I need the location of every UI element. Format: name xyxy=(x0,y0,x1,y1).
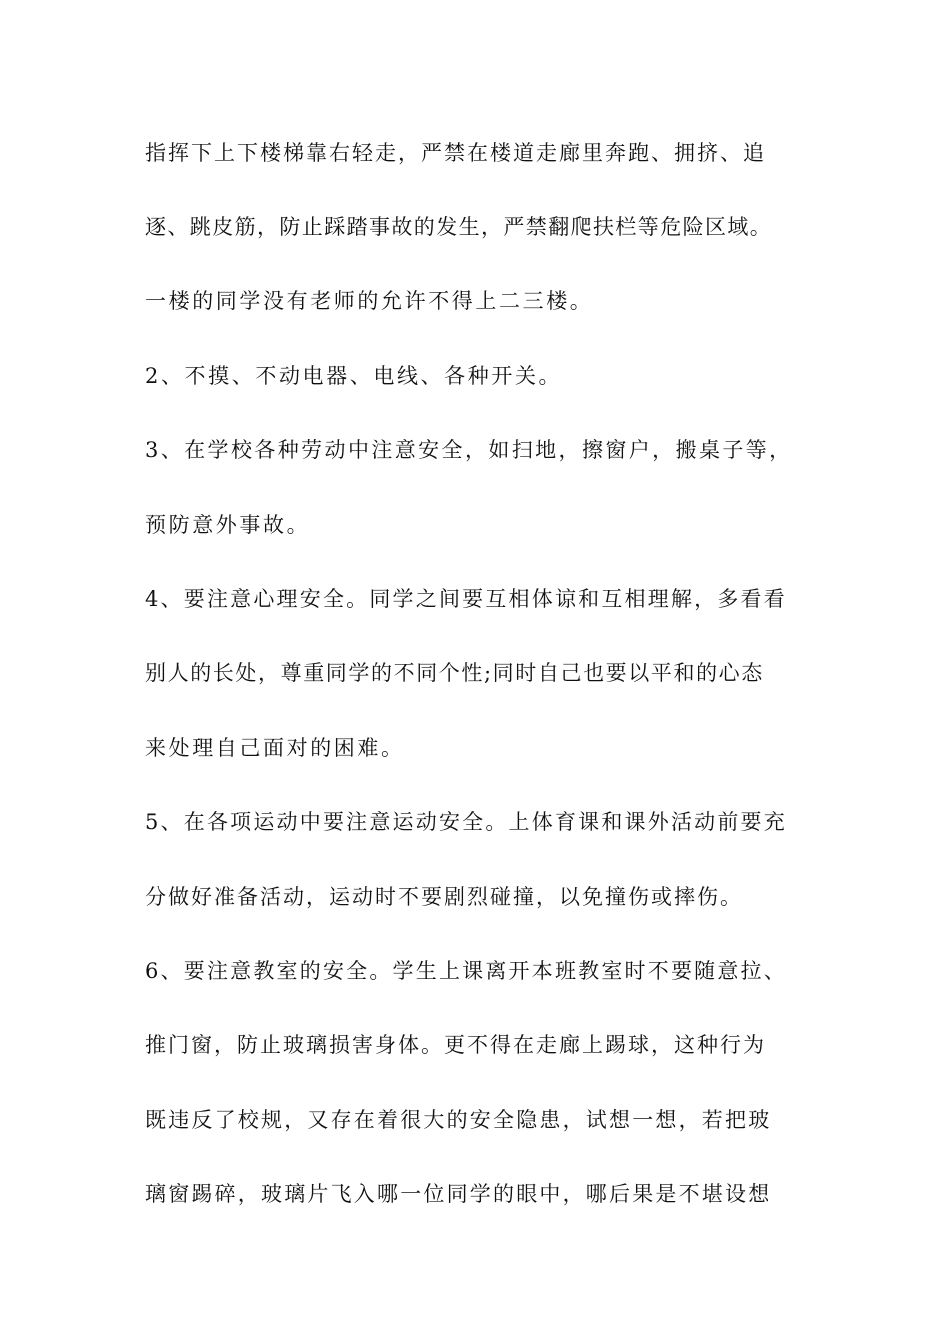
text-line: 既违反了校规，又存在着很大的安全隐患，试想一想，若把玻 xyxy=(145,1108,772,1132)
text-line: 4、要注意心理安全。同学之间要互相体谅和互相理解，多看看 xyxy=(145,587,787,611)
text-line: 推门窗，防止玻璃损害身体。更不得在走廊上踢球，这种行为 xyxy=(145,1033,766,1057)
text-line: 来处理自己面对的困难。 xyxy=(145,736,405,760)
text-line: 逐、跳皮筋，防止踩踏事故的发生，严禁翻爬扶栏等危险区域。 xyxy=(145,215,773,239)
text-line: 6、要注意教室的安全。学生上课离开本班教室时不要随意拉、 xyxy=(145,959,787,983)
text-line: 预防意外事故。 xyxy=(145,513,311,537)
text-line: 别人的长处，尊重同学的不同个性;同时自己也要以平和的心态 xyxy=(145,661,764,685)
text-line: 分做好准备活动，运动时不要剧烈碰撞，以免撞伤或摔伤。 xyxy=(145,885,743,909)
text-line: 5、在各项运动中要注意运动安全。上体育课和课外活动前要充 xyxy=(145,810,787,834)
text-line: 指挥下上下楼梯靠右轻走，严禁在楼道走廊里奔跑、拥挤、追 xyxy=(145,141,766,165)
text-line: 3、在学校各种劳动中注意安全，如扫地，擦窗户，搬桌子等， xyxy=(145,438,793,462)
text-line: 2、不摸、不动电器、电线、各种开关。 xyxy=(145,364,563,388)
text-line: 璃窗踢碎，玻璃片飞入哪一位同学的眼中，哪后果是不堪设想 xyxy=(145,1182,772,1206)
text-line: 一楼的同学没有老师的允许不得上二三楼。 xyxy=(145,289,594,313)
